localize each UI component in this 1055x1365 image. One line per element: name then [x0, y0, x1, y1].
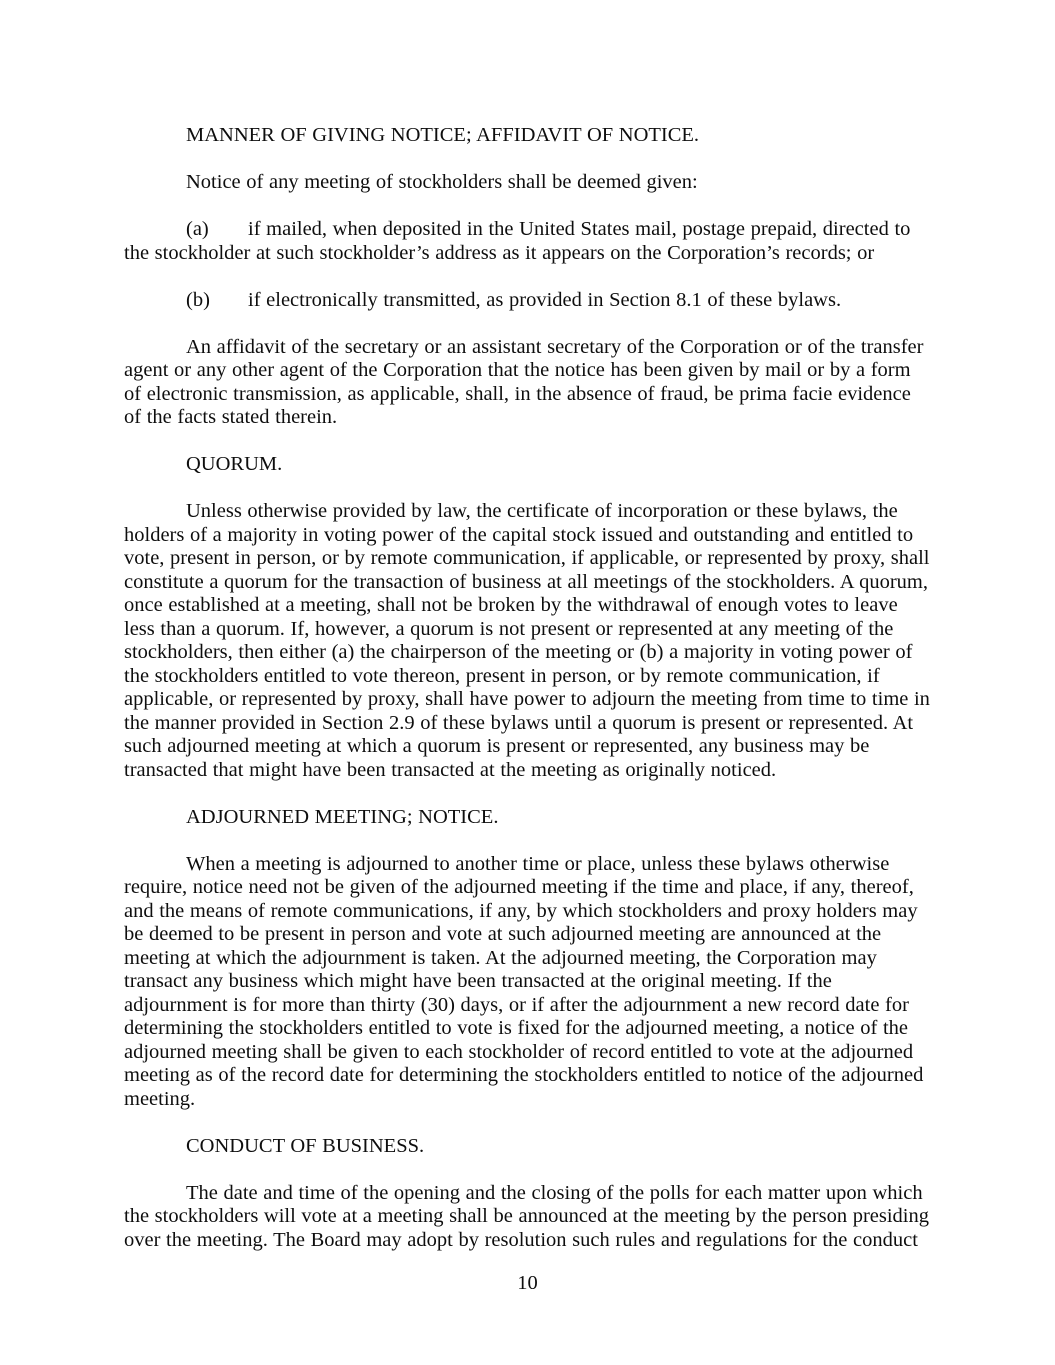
paragraph-affidavit: An affidavit of the secretary or an assistant secretary of the Corporation or of the transfer agent or any other agent of the Corporation that the notice has been given by mail or by a form of electronic transmission, as applicable, shall, in the absence of fraud, be prima facie evidence of the facts stated therein. [124, 335, 924, 428]
paragraph-quorum: Unless otherwise provided by law, the certificate of incorporation or these bylaws, the holders of a majority in voting power of the capital stock issued and outstanding and entitled to vote, present in person, or by remote communication, if applicable, or represented by proxy, shall constitute a quorum for the transaction of business at all meetings of the stockholders. A quorum, once established at a meeting, shall not be broken by the withdrawal of enough votes to leave less than a quorum. If, however, a quorum is not present or represented at any meeting of the stockholders, then either (a) the chairperson of the meeting or (b) a majority in voting power of the stockholders entitled to vote thereon, present in person, or by remote communication, if applicable, or represented by proxy, shall have power to adjourn the meeting from time to time in the manner provided in Section 2.9 of these bylaws until a quorum is present or represented. At such adjourned meeting at which a quorum is present or represented, any business may be transacted that might have been transacted at the meeting as originally noticed. [124, 500, 930, 781]
page-number: 10 [517, 1272, 538, 1294]
list-item-b-label: (b) [186, 288, 210, 311]
section-heading-manner-of-giving-notice: MANNER OF GIVING NOTICE; AFFIDAVIT OF NOTICE. [186, 124, 700, 146]
section-heading-quorum: QUORUM. [186, 453, 283, 475]
section-heading-conduct-of-business: CONDUCT OF BUSINESS. [186, 1134, 425, 1157]
paragraph-notice-deemed-given: Notice of any meeting of stockholders shall be deemed given: [186, 171, 698, 193]
list-item-b-text: if electronically transmitted, as provided in Section 8.1 of these bylaws. [248, 288, 842, 311]
section-heading-adjourned-meeting-notice: ADJOURNED MEETING; NOTICE. [186, 805, 499, 828]
list-item-a [124, 218, 931, 265]
paragraph-conduct-of-business: The date and time of the opening and the closing of the polls for each matter upon which the stockholders will vote at a meeting shall be announced at the meeting by the person presiding over the meeting. The Board may adopt by resolution such rules and regulations for the conduct [124, 1181, 930, 1251]
list-item-a-label: (a) [186, 218, 209, 240]
list-item-a-text: if mailed, when deposited in the United States mail, postage prepaid, directed to the stockholder at such stockholder’s address as it appears on the Corporation’s records; or [124, 218, 911, 264]
list-item-b [124, 289, 931, 313]
paragraph-adjourned-meeting: When a meeting is adjourned to another time or place, unless these bylaws otherwise require, notice need not be given of the adjourned meeting if the time and place, if any, thereof, and the means of remote communications, if any, by which stockholders and proxy holders may be deemed to be present in person and vote at such adjourned meeting are announced at the meeting at which the adjournment is taken. At the adjourned meeting, the Corporation may transact any business which might have been transacted at the original meeting. If the adjournment is for more than thirty (30) days, or if after the adjournment a new record date for determining the stockholders entitled to vote is fixed for the adjourned meeting, a notice of the adjourned meeting shall be given to each stockholder of record entitled to vote at the adjourned meeting as of the record date for determining the stockholders entitled to notice of the adjourned meeting. [124, 852, 924, 1110]
